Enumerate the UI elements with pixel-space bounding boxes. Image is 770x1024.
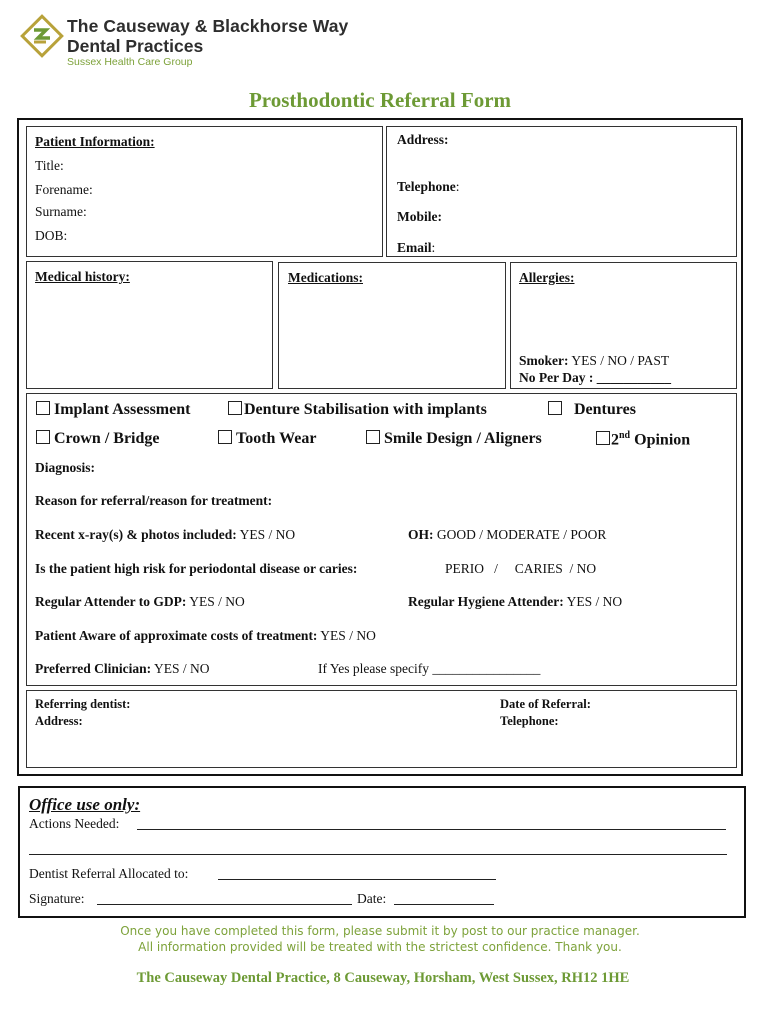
dob-field[interactable]: DOB: (35, 228, 68, 243)
medical-history-label: Medical history: (35, 269, 130, 284)
form-title: Prosthodontic Referral Form (248, 88, 512, 112)
oh-label: OH: (408, 527, 434, 542)
implant-assessment-option[interactable] (36, 401, 190, 419)
actions-needed-line[interactable] (137, 829, 726, 830)
clinician-label: Preferred Clinician: (35, 661, 152, 676)
footer-note-1: Once you have completed this form, please submit it by post to our practice manager. (120, 924, 640, 938)
checkbox-icon[interactable] (36, 401, 50, 415)
smile-design-label: Smile Design / Aligners (384, 430, 542, 447)
checkbox-icon[interactable] (228, 401, 242, 415)
implant-assessment-label: Implant Assessment (54, 401, 191, 418)
date-of-referral-field[interactable]: Date of Referral: (500, 697, 591, 711)
gdp-label: Regular Attender to GDP: (35, 594, 187, 609)
costs-question[interactable] (35, 628, 376, 644)
referrer-address-field[interactable]: Address: (35, 714, 83, 728)
allergies-label: Allergies: (519, 270, 575, 285)
smile-design-option[interactable] (366, 430, 542, 448)
second-opinion-number: 2 (611, 431, 619, 449)
gdp-question[interactable] (35, 594, 245, 610)
hygiene-options: YES / NO (563, 594, 623, 609)
smoker-field[interactable] (519, 353, 669, 369)
referrer-box (26, 690, 737, 768)
brand-name-line2: Dental Practices (67, 36, 204, 56)
checkbox-icon[interactable] (218, 430, 232, 444)
gdp-options: YES / NO (186, 594, 245, 609)
reason-field[interactable]: Reason for referral/reason for treatment: (35, 493, 273, 508)
telephone-field[interactable] (397, 179, 460, 195)
risk-options[interactable]: PERIO / CARIES / NO (445, 561, 597, 576)
hygiene-question[interactable] (408, 594, 622, 610)
telephone-colon: : (455, 179, 460, 194)
costs-options: YES / NO (317, 628, 376, 643)
office-use-heading: Office use only: (29, 795, 141, 814)
office-date-label: Date: (357, 891, 387, 906)
checkbox-icon[interactable] (366, 430, 380, 444)
tooth-wear-label: Tooth Wear (236, 430, 317, 447)
email-colon: : (431, 240, 436, 255)
risk-question-label: Is the patient high risk for periodontal disease or caries: (35, 561, 358, 576)
actions-needed-label: Actions Needed: (29, 816, 120, 831)
crown-bridge-option[interactable] (36, 430, 159, 448)
mobile-field[interactable]: Mobile: (397, 209, 442, 224)
email-field[interactable] (397, 240, 435, 256)
denture-stabilisation-label: Denture Stabilisation with implants (244, 401, 487, 418)
office-date-line[interactable] (394, 904, 494, 905)
clinician-question[interactable] (35, 661, 210, 677)
xray-question[interactable] (35, 527, 295, 543)
second-opinion-suffix: nd (619, 430, 631, 441)
second-opinion-label: Opinion (630, 431, 691, 449)
practice-address: The Causeway Dental Practice, 8 Causeway, Horsham, West Sussex, RH12 1HE (136, 970, 630, 986)
email-label: Email (397, 240, 432, 255)
oh-question[interactable] (408, 527, 606, 543)
brand-name: The Causeway & Blackhorse Way (67, 16, 349, 36)
per-day-field[interactable]: No Per Day : ___________ (519, 370, 671, 385)
tooth-wear-option[interactable] (218, 430, 316, 448)
footer-note-2: All information provided will be treated with the strictest confidence. Thank you. (138, 940, 622, 954)
address-field[interactable]: Address: (397, 132, 449, 147)
medications-label: Medications: (288, 270, 363, 285)
checkbox-icon[interactable] (36, 430, 50, 444)
smoker-label: Smoker: (519, 353, 569, 368)
patient-info-heading: Patient Information: (35, 134, 155, 149)
dentures-option[interactable] (548, 401, 636, 419)
referrer-telephone-field[interactable]: Telephone: (500, 714, 559, 728)
signature-line[interactable] (97, 904, 352, 905)
telephone-label: Telephone (397, 179, 456, 194)
referring-dentist-field[interactable]: Referring dentist: (35, 697, 131, 711)
surname-field[interactable]: Surname: (35, 204, 87, 219)
costs-label: Patient Aware of approximate costs of treatment: (35, 628, 318, 643)
checkbox-icon[interactable] (548, 401, 562, 415)
allocated-label: Dentist Referral Allocated to: (29, 866, 189, 881)
diagnosis-field[interactable]: Diagnosis: (35, 460, 96, 475)
dentures-label: Dentures (574, 401, 636, 418)
forename-field[interactable]: Forename: (35, 182, 93, 197)
diamond-logo-icon (20, 14, 64, 58)
title-field[interactable]: Title: (35, 158, 64, 173)
actions-needed-line-2[interactable] (29, 854, 727, 855)
crown-bridge-label: Crown / Bridge (54, 430, 160, 447)
second-opinion-option[interactable] (596, 430, 690, 449)
xray-options: YES / NO (236, 527, 296, 542)
checkbox-icon[interactable] (596, 431, 610, 445)
oh-options: GOOD / MODERATE / POOR (433, 527, 607, 542)
smoker-options: YES / NO / PAST (568, 353, 670, 368)
brand-subtitle: Sussex Health Care Group (67, 56, 193, 68)
allocated-line[interactable] (218, 879, 496, 880)
hygiene-label: Regular Hygiene Attender: (408, 594, 564, 609)
xray-label: Recent x-ray(s) & photos included: (35, 527, 237, 542)
clinician-options: YES / NO (151, 661, 210, 676)
signature-label: Signature: (29, 891, 85, 906)
clinician-specify-field[interactable]: If Yes please specify ________________ (318, 661, 541, 676)
denture-stabilisation-option[interactable] (228, 401, 487, 419)
